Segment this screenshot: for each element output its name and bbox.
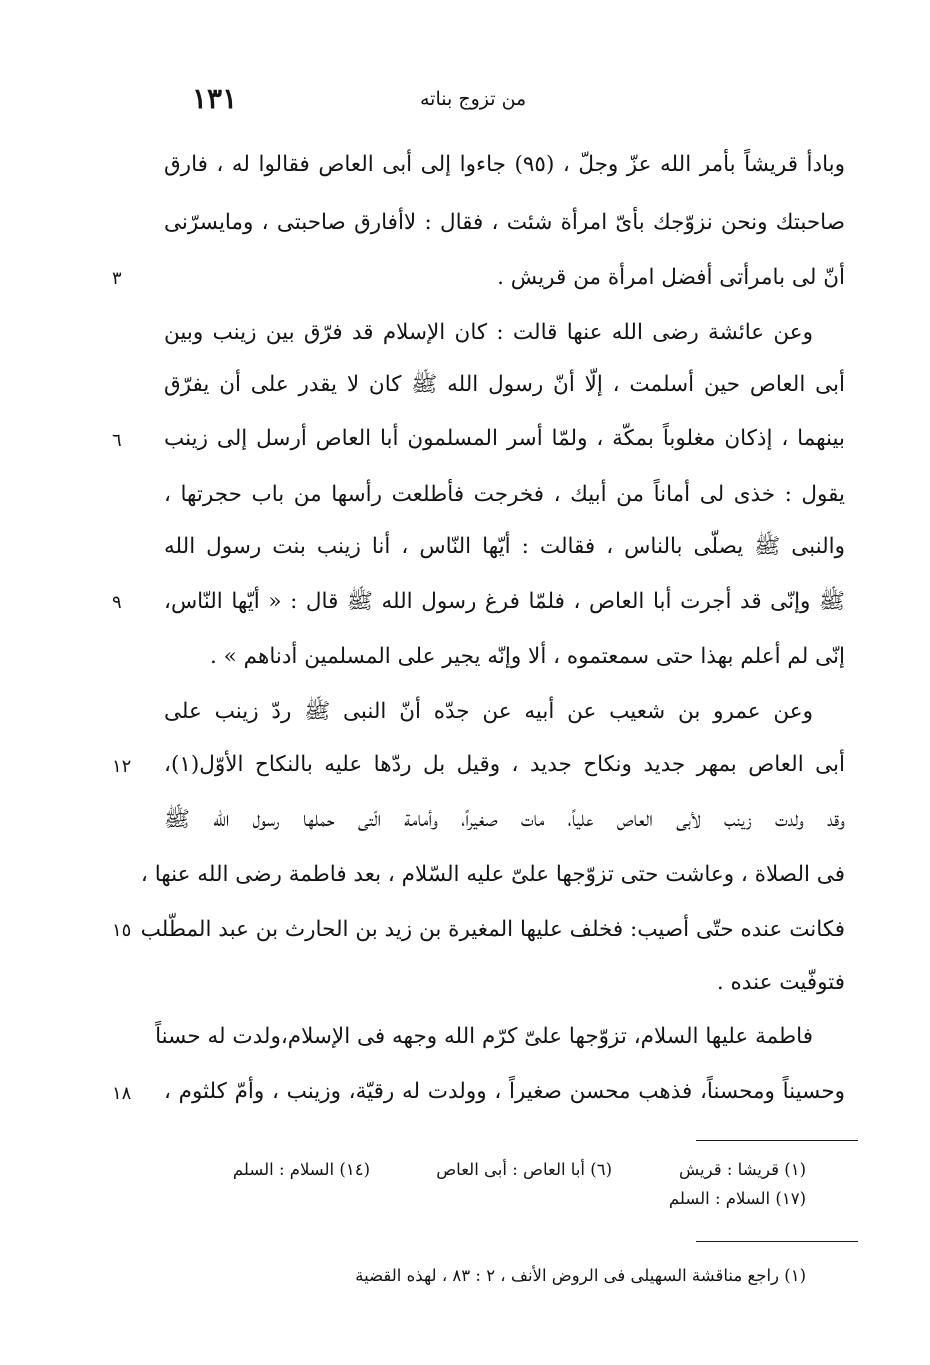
body-line: ﷺ وإنّى قد أجرت أبا العاص ، فلمّا فرغ رسول الله ﷺ قال : « أيّها النّاس، [164,589,845,614]
line-number: ١٢ [112,756,132,777]
footnote-rule [696,1241,858,1242]
body-line: إنّى لم أعلم بهذا حتى سمعتموه ، ألا وإنّه يجير على المسلمين أدناهم » . [210,644,845,669]
body-line: وعن عائشة رضى الله عنها قالت : كان الإسلام قد فرّق بين زينب وبين [164,320,813,345]
page-number: ١٣١ [192,82,238,115]
line-number: ١٨ [112,1083,132,1104]
body-line: فى الصلاة ، وعاشت حتى تزوّجها علىّ عليه السّلام ، بعد فاطمة رضى الله عنها ، [140,862,845,887]
body-line: أنّ لى بامرأتى أفضل امرأة من قريش . [497,265,845,290]
body-line: وعن عمرو بن شعيب عن أبيه عن جدّه أنّ النبى ﷺ ردّ زينب على [164,699,813,724]
body-line: يقول : خذى لى أماناً من أبيك ، فخرجت فأطلعت رأسها من باب حجرتها ، [164,482,845,507]
body-line: صاحبتك ونحن نزوّجك بأىّ امرأة شئت ، فقال : لاأفارق صاحبتى ، ومايسرّنى [164,210,845,235]
body-line: وحسيناً ومحسناً، فذهب محسن صغيراً ، وولدت له رقيّة، وزينب ، وأمّ كلثوم ، [164,1079,845,1104]
line-number: ٦ [112,430,122,451]
body-line: بينهما ، إذكان مغلوباً بمكّة ، ولمّا أسر المسلمون أبا العاص أرسل إلى زينب [164,426,845,451]
line-number: ٣ [112,268,122,289]
running-head: من تزوج بناته [420,88,527,110]
body-line: أبى العاص حين أسلمت ، إلّا أنّ رسول الله ﷺ كان لا يقدر على أن يفرّق [164,372,845,397]
variant-note: (١) قريشا : قريش [679,1160,806,1179]
body-line: فتوفّيت عنده . [716,970,845,995]
variant-note: (١٤) السلام : السلم [232,1160,370,1179]
footnote: (١) راجع مناقشة السهيلى فى الروض الأنف ، ٢ : ٨٣ ، لهذه القضية [355,1266,806,1285]
line-number: ٩ [112,592,122,613]
body-line: فكانت عنده حتّى أصيب: فخلف عليها المغيرة بن زيد بن الحارث بن عبد المطّلب [140,917,845,942]
variant-note: (١٧) السلام : السلم [668,1189,806,1208]
body-line: فاطمة عليها السلام، تزوّجها علىّ كرّم الله وجهه فى الإسلام،ولدت له حسناً [155,1024,813,1049]
body-line: أبى العاص بمهر جديد ونكاح جديد ، وقيل بل ردّها عليه بالنكاح الأوّل(١)، [164,752,845,777]
body-line: وبادأ قريشاً بأمر الله عزّ وجلّ ، (٩٥) جاءوا إلى أبى العاص فقالوا له ، فارق [164,152,845,177]
body-line: وقد ولدت زينب لأبى العاص علياً، مات صغيراً، وأمامة الّتى حملها رسول الله ﷺ [164,807,845,832]
page-header [0,82,930,118]
variant-note: (٦) أبا العاص : أبى العاص [436,1160,612,1179]
body-line: والنبى ﷺ يصلّى بالناس ، فقالت : أيّها النّاس ، أنا زينب بنت رسول الله [164,534,845,559]
variant-notes-rule [696,1140,858,1141]
line-number: ١٥ [112,920,132,941]
